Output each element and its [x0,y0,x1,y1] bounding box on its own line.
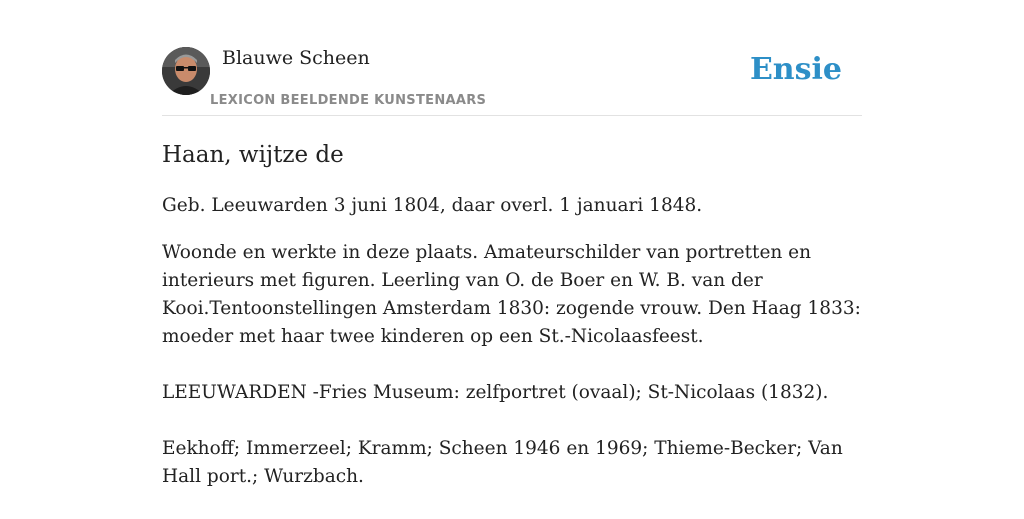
author-name[interactable]: Blauwe Scheen [222,47,370,69]
article-paragraph: LEEUWARDEN -Fries Museum: zelfportret (ovaal); St-Nicolaas (1832). [162,382,829,403]
article-paragraph: Eekhoff; Immerzeel; Kramm; Scheen 1946 en 1969; Thieme-Becker; Van Hall port.; Wurzbach. [162,438,843,487]
author-avatar[interactable] [162,47,210,95]
ensie-logo-link[interactable]: Ensie [749,52,842,87]
article-paragraph: Woonde en werkte in deze plaats. Amateurschilder van portretten en interieurs met figuren. Leerling van O. de Boer en W. B. van der Kooi.Tentoonstellingen Amsterdam 1830: zogende vrouw. Den Haag 1833: moeder met haar twee kinderen op een St.-Nicolaasfeest. [162,242,861,347]
article-page [162,0,862,512]
publication-name[interactable]: LEXICON BEELDENDE KUNSTENAARS [210,93,487,108]
avatar-portrait-icon [162,47,210,95]
header-divider [162,115,862,116]
article-title: Haan, wijtze de [162,142,344,168]
birth-line: Geb. Leeuwarden 3 juni 1804, daar overl. 1 januari 1848. [162,195,703,216]
article-body [162,192,862,519]
